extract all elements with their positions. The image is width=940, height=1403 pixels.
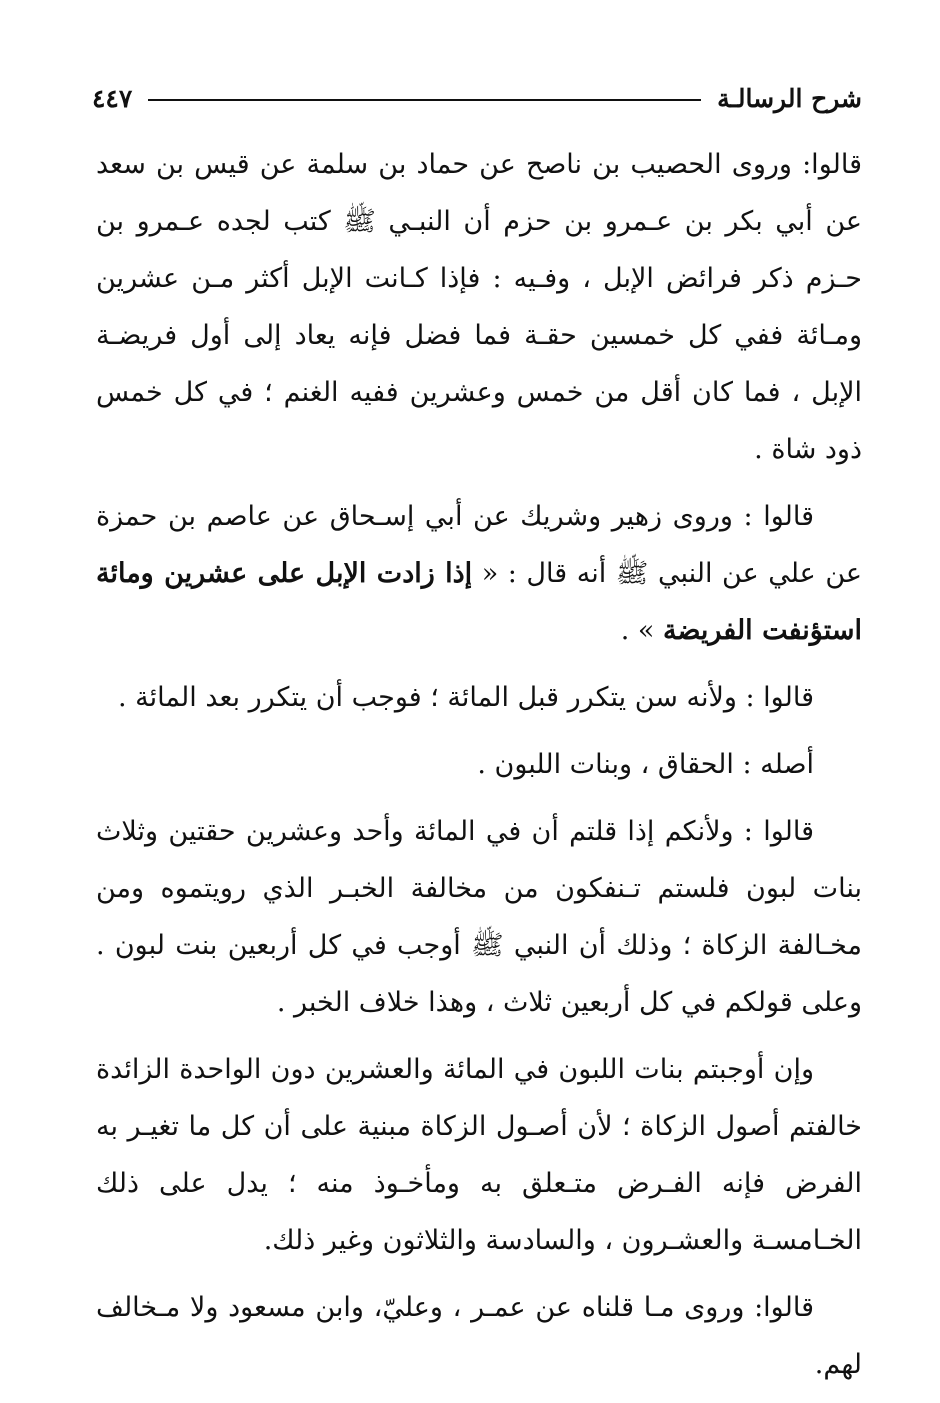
paragraph-5: قالوا : ولأنكم إذا قلتم أن في المائة وأحد وعشرين حقتين وثلاث بنات لبون فلستم تـنفكون من مخالفة الخبـر الذي رويتموه ومن مخـالفة الزكاة ؛ وذلك أن النبي ﷺ أوجب في كل أربعين بنت لبون . وعلى قولكم في كل أربعين ثلاث ، وهذا خلاف الخبر . xyxy=(96,816,862,1018)
running-header xyxy=(92,78,862,118)
paragraph-2-intro: قالوا : وروى زهير وشريك عن أبي إسـحاق عن عاصم بن حمزة عن علي عن النبي ﷺ أنه قال : « xyxy=(96,501,862,589)
page-body xyxy=(96,136,862,1403)
paragraph-7: قالوا: وروى مـا قلناه عن عمـر ، وعليّ، وابن مسعود ولا مـخالف لهم. xyxy=(96,1292,862,1380)
running-title: شرح الرسالـة xyxy=(717,83,862,113)
header-rule xyxy=(148,99,701,101)
paragraph-1: قالوا: وروى الحصيب بن ناصح عن حماد بن سلمة عن قيس بن سعد عن أبي بكر بن عـمرو بن حزم أن النبـي ﷺ كتب لجده عـمرو بن حـزم ذكر فرائض الإبل ، وفـيه : فإذا كـانت الإبل أكثر مـن عشرين ومـائة ففي كل خمسين حقـة فما فضل فإنه يعاد إلى أول فريضـة الإبل ، فما كان أقل من خمس وعشرين ففيه الغنم ؛ في كل خمس ذود شاة . xyxy=(96,149,862,465)
paragraph-2-close: » . xyxy=(620,615,663,646)
paragraph-4: أصله : الحقاق ، وبنات اللبون . xyxy=(477,749,814,780)
hadith-quote: إذا زادت الإبل على عشرين ومائة استؤنفت الفريضة xyxy=(96,558,862,646)
paragraph-6: وإن أوجبتم بنات اللبون في المائة والعشرين دون الواحدة الزائدة خالفتم أصول الزكاة ؛ لأن أصـول الزكاة مبنية على أن كل ما تغيـر به الفرض فإنه الفـرض متـعلق به ومأخـوذ منه ؛ يدل على ذلك الخـامسـة والعشـرون ، والسادسة والثلاثون وغير ذلك. xyxy=(96,1054,862,1256)
page-number: ٤٤٧ xyxy=(92,83,133,113)
paragraph-2 xyxy=(96,488,862,659)
paragraph-3: قالوا : ولأنه سن يتكرر قبل المائة ؛ فوجب أن يتكرر بعد المائة . xyxy=(118,682,814,713)
